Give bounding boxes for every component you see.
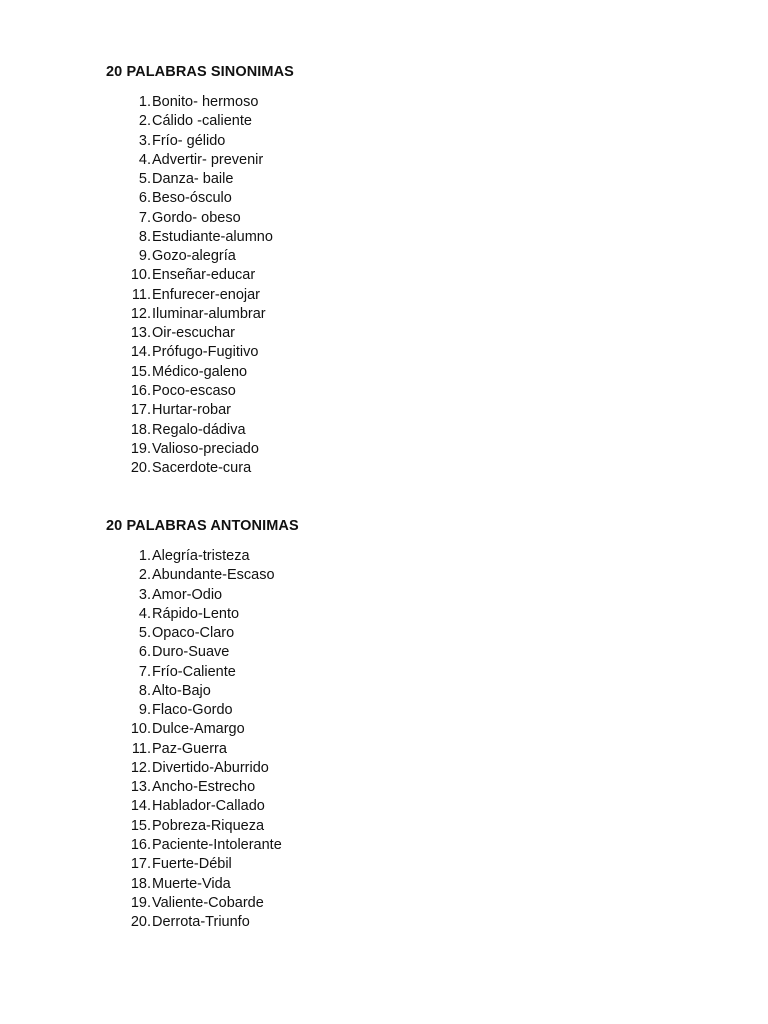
item-number: 3. <box>138 586 151 603</box>
antonyms-heading: 20 PALABRAS ANTONIMAS <box>106 518 299 534</box>
item-text: Ancho-Estrecho <box>152 779 256 796</box>
item-text: Médico-galeno <box>152 363 248 380</box>
item-text: Estudiante-alumno <box>152 228 273 245</box>
item-text: Fuerte-Débil <box>152 856 232 873</box>
item-number: 6. <box>138 190 151 207</box>
item-text: Valioso-preciado <box>152 440 259 457</box>
item-text: Gordo- obeso <box>152 209 241 226</box>
antonym-list-item <box>106 778 666 797</box>
item-number: 14. <box>130 798 151 815</box>
synonym-list-item <box>106 459 666 478</box>
item-text: Beso-ósculo <box>152 190 232 207</box>
antonym-list-item <box>106 855 666 874</box>
item-number: 8. <box>138 682 151 699</box>
item-text: Cálido -caliente <box>152 113 252 130</box>
item-text: Danza- baile <box>152 171 234 188</box>
antonyms-list <box>106 547 666 932</box>
synonym-list-item <box>106 401 666 420</box>
synonym-list-item <box>106 421 666 440</box>
item-text: Valiente-Cobarde <box>152 894 264 911</box>
item-text: Regalo-dádiva <box>152 421 246 438</box>
item-number: 4. <box>138 605 151 622</box>
item-number: 19. <box>130 894 151 911</box>
item-text: Alto-Bajo <box>152 682 211 699</box>
item-text: Bonito- hermoso <box>152 94 259 110</box>
item-text: Prófugo-Fugitivo <box>152 344 259 361</box>
item-text: Advertir- prevenir <box>152 151 264 168</box>
antonym-list-item <box>106 913 666 932</box>
item-text: Iluminar-alumbrar <box>152 305 266 322</box>
item-text: Enfurecer-enojar <box>152 286 260 303</box>
antonym-list-item <box>106 875 666 894</box>
item-number: 11. <box>131 286 151 303</box>
item-number: 12. <box>130 759 151 776</box>
item-number: 2. <box>138 567 151 584</box>
item-number: 15. <box>130 817 151 834</box>
item-number: 18. <box>130 421 151 438</box>
item-number: 16. <box>130 836 151 853</box>
item-number: 8. <box>138 228 151 245</box>
item-number: 14. <box>130 344 151 361</box>
synonyms-heading: 20 PALABRAS SINONIMAS <box>106 64 294 80</box>
item-number: 13. <box>130 779 151 796</box>
synonym-list-item <box>106 189 666 208</box>
item-number: 1. <box>138 94 151 110</box>
item-text: Alegría-tristeza <box>152 548 250 564</box>
antonym-list-item <box>106 547 666 566</box>
item-text: Paz-Guerra <box>152 740 227 757</box>
synonym-list-item <box>106 132 666 151</box>
item-text: Rápido-Lento <box>152 605 240 622</box>
item-number: 16. <box>130 382 151 399</box>
synonym-list-item <box>106 440 666 459</box>
item-text: Hablador-Callado <box>152 798 265 815</box>
synonym-list-item <box>106 209 666 228</box>
item-text: Poco-escaso <box>152 382 236 399</box>
antonym-list-item <box>106 836 666 855</box>
item-number: 1. <box>138 548 151 564</box>
item-number: 4. <box>138 151 151 168</box>
antonym-list-item <box>106 817 666 836</box>
antonym-list-item <box>106 663 666 682</box>
synonym-list-item <box>106 382 666 401</box>
antonym-list-item <box>106 682 666 701</box>
item-text: Frío- gélido <box>152 132 226 149</box>
item-text: Muerte-Vida <box>152 875 231 892</box>
antonym-list-item <box>106 740 666 759</box>
item-text: Amor-Odio <box>152 586 223 603</box>
antonym-list-item <box>106 797 666 816</box>
item-text: Sacerdote-cura <box>152 460 252 477</box>
item-number: 10. <box>130 267 151 284</box>
item-number: 5. <box>138 625 151 642</box>
item-number: 2. <box>138 113 151 130</box>
item-text: Dulce-Amargo <box>152 721 245 738</box>
synonym-list-item <box>106 305 666 324</box>
item-number: 20. <box>130 460 151 477</box>
item-text: Derrota-Triunfo <box>152 914 250 931</box>
item-number: 19. <box>130 440 151 457</box>
item-text: Abundante-Escaso <box>152 567 275 584</box>
synonym-list-item <box>106 286 666 305</box>
antonym-list-item <box>106 894 666 913</box>
item-text: Enseñar-educar <box>152 267 256 284</box>
item-number: 17. <box>130 402 151 419</box>
item-number: 20. <box>130 914 151 931</box>
antonym-list-item <box>106 643 666 662</box>
item-number: 18. <box>130 875 151 892</box>
item-number: 6. <box>138 644 151 661</box>
synonym-list-item <box>106 247 666 266</box>
item-number: 5. <box>138 171 151 188</box>
synonyms-section <box>106 63 666 478</box>
item-number: 7. <box>138 663 151 680</box>
antonym-list-item <box>106 605 666 624</box>
synonym-list-item <box>106 343 666 362</box>
item-text: Divertido-Aburrido <box>152 759 269 776</box>
item-text: Hurtar-robar <box>152 402 231 419</box>
antonyms-section <box>106 517 666 932</box>
synonym-list-item <box>106 228 666 247</box>
item-number: 9. <box>138 248 151 265</box>
item-text: Flaco-Gordo <box>152 702 233 719</box>
antonym-list-item <box>106 624 666 643</box>
item-number: 11. <box>131 740 151 757</box>
antonym-list-item <box>106 720 666 739</box>
synonym-list-item <box>106 363 666 382</box>
item-number: 7. <box>138 209 151 226</box>
item-text: Paciente-Intolerante <box>152 836 282 853</box>
item-text: Duro-Suave <box>152 644 230 661</box>
item-text: Opaco-Claro <box>152 625 235 642</box>
antonym-list-item <box>106 701 666 720</box>
synonym-list-item <box>106 93 666 112</box>
synonym-list-item <box>106 151 666 170</box>
antonym-list-item <box>106 586 666 605</box>
synonym-list-item <box>106 112 666 131</box>
antonym-list-item <box>106 759 666 778</box>
synonym-list-item <box>106 266 666 285</box>
item-number: 13. <box>130 325 151 342</box>
item-number: 3. <box>138 132 151 149</box>
item-text: Gozo-alegría <box>152 248 236 265</box>
item-number: 10. <box>130 721 151 738</box>
item-number: 9. <box>138 702 151 719</box>
synonym-list-item <box>106 170 666 189</box>
synonym-list-item <box>106 324 666 343</box>
item-number: 17. <box>130 856 151 873</box>
item-text: Oir-escuchar <box>152 325 235 342</box>
item-number: 15. <box>130 363 151 380</box>
antonym-list-item <box>106 566 666 585</box>
item-text: Pobreza-Riqueza <box>152 817 265 834</box>
synonyms-list <box>106 93 666 478</box>
item-number: 12. <box>130 305 151 322</box>
item-text: Frío-Caliente <box>152 663 236 680</box>
